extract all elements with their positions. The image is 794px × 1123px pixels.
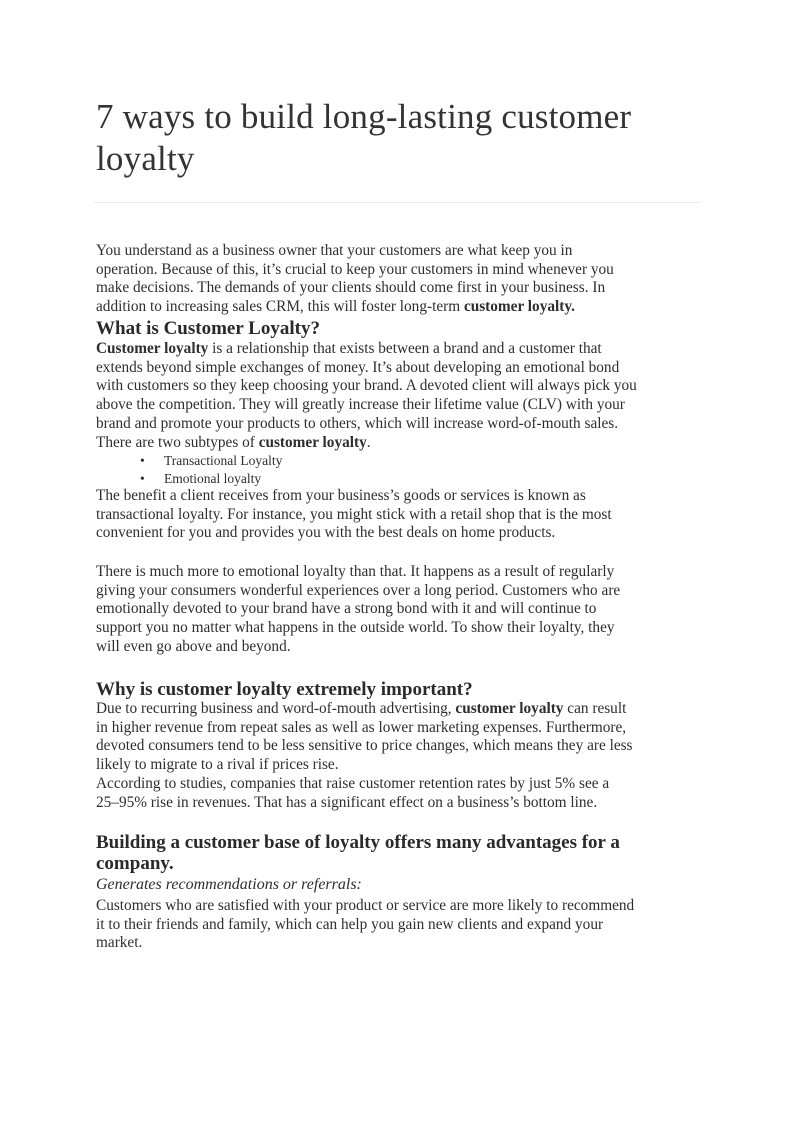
- text-line: operation. Because of this, it’s crucial to keep your customers in mind whenever you: [96, 260, 614, 278]
- text-line: The benefit a client receives from your business’s goods or services is known as: [96, 487, 586, 504]
- text-line: extends beyond simple exchanges of money. It’s about developing an emotional bond: [96, 358, 620, 376]
- bold-text: Customer loyalty: [96, 340, 209, 357]
- text-line: 25–95% rise in revenues. That has a significant effect on a business’s bottom line.: [96, 793, 598, 811]
- text-segment: Due to recurring business and word-of-mouth advertising,: [96, 700, 456, 717]
- text-line: [96, 700, 716, 719]
- text-segment: is a relationship that exists between a brand and a customer that: [208, 340, 602, 357]
- why-paragraph: [96, 700, 716, 812]
- what-paragraph: [96, 340, 716, 452]
- text-line: devoted consumers tend to be less sensitive to price changes, which means they are less: [96, 737, 633, 755]
- bullet-icon: •: [140, 471, 145, 486]
- transactional-paragraph: [96, 487, 716, 543]
- heading-why-important: Why is customer loyalty extremely important?: [96, 679, 473, 700]
- text-line: giving your consumers wonderful experiences over a long period. Customers who are: [96, 581, 621, 599]
- text-line: transactional loyalty. For instance, you might stick with a retail shop that is the most: [96, 505, 612, 523]
- intro-paragraph: [96, 242, 716, 317]
- bold-text: customer loyalty.: [463, 298, 575, 316]
- text-line: it to their friends and family, which can help you gain new clients and expand your: [96, 915, 604, 933]
- text-segment: addition to increasing sales CRM, this will foster long-term: [96, 298, 464, 316]
- text-line: in higher revenue from repeat sales as well as lower marketing expenses. Furthermore,: [96, 718, 627, 736]
- text-line: [96, 298, 716, 317]
- text-line: Customers who are satisfied with your product or service are more likely to recommend: [96, 897, 635, 914]
- list-item: [140, 452, 282, 470]
- divider: [94, 202, 700, 203]
- text-segment: There are two subtypes of: [96, 433, 259, 451]
- referrals-paragraph: [96, 897, 716, 953]
- bold-text: customer loyalty: [258, 433, 367, 451]
- emotional-paragraph: [96, 563, 716, 657]
- text-line: [96, 340, 716, 359]
- heading-line: company.: [96, 853, 174, 874]
- text-line: will even go above and beyond.: [96, 637, 291, 655]
- heading-line: Building a customer base of loyalty offers many advantages for a: [96, 832, 620, 853]
- page-title: [96, 96, 631, 180]
- text-line: likely to migrate to a rival if prices rise.: [96, 756, 339, 774]
- text-line: make decisions. The demands of your clients should come first in your business. In: [96, 279, 606, 297]
- text-segment: can result: [563, 700, 627, 717]
- text-line: According to studies, companies that raise customer retention rates by just 5% see a: [96, 774, 610, 792]
- list-item-label: Emotional loyalty: [164, 471, 262, 486]
- text-line: convenient for you and provides you with the best deals on home products.: [96, 524, 556, 542]
- text-line: above the competition. They will greatly increase their lifetime value (CLV) with your: [96, 396, 625, 414]
- text-line: market.: [96, 934, 143, 952]
- list-item-label: Transactional Loyalty: [164, 453, 283, 468]
- subheading-referrals: Generates recommendations or referrals:: [96, 876, 362, 893]
- text-line: with customers so they keep choosing your brand. A devoted client will always pick you: [96, 377, 637, 395]
- title-line: loyalty: [96, 139, 195, 178]
- list-item: [140, 470, 282, 488]
- bullet-icon: •: [140, 453, 145, 468]
- heading-what-is-customer-loyalty: What is Customer Loyalty?: [96, 318, 320, 339]
- title-line: 7 ways to build long-lasting customer: [96, 97, 632, 136]
- text-line: There is much more to emotional loyalty than that. It happens as a result of regularly: [96, 563, 615, 580]
- bold-text: customer loyalty: [455, 700, 564, 717]
- text-segment: .: [366, 433, 371, 451]
- text-line: You understand as a business owner that your customers are what keep you in: [96, 242, 573, 259]
- text-line: support you no matter what happens in the outside world. To show their loyalty, they: [96, 619, 615, 637]
- text-line: brand and promote your products to others, which will increase word-of-mouth sales.: [96, 414, 619, 432]
- heading-building-customer-base: [96, 832, 620, 874]
- loyalty-types-list: [140, 452, 282, 488]
- text-line: emotionally devoted to your brand have a strong bond with it and will continue to: [96, 600, 597, 618]
- text-line: [96, 434, 716, 453]
